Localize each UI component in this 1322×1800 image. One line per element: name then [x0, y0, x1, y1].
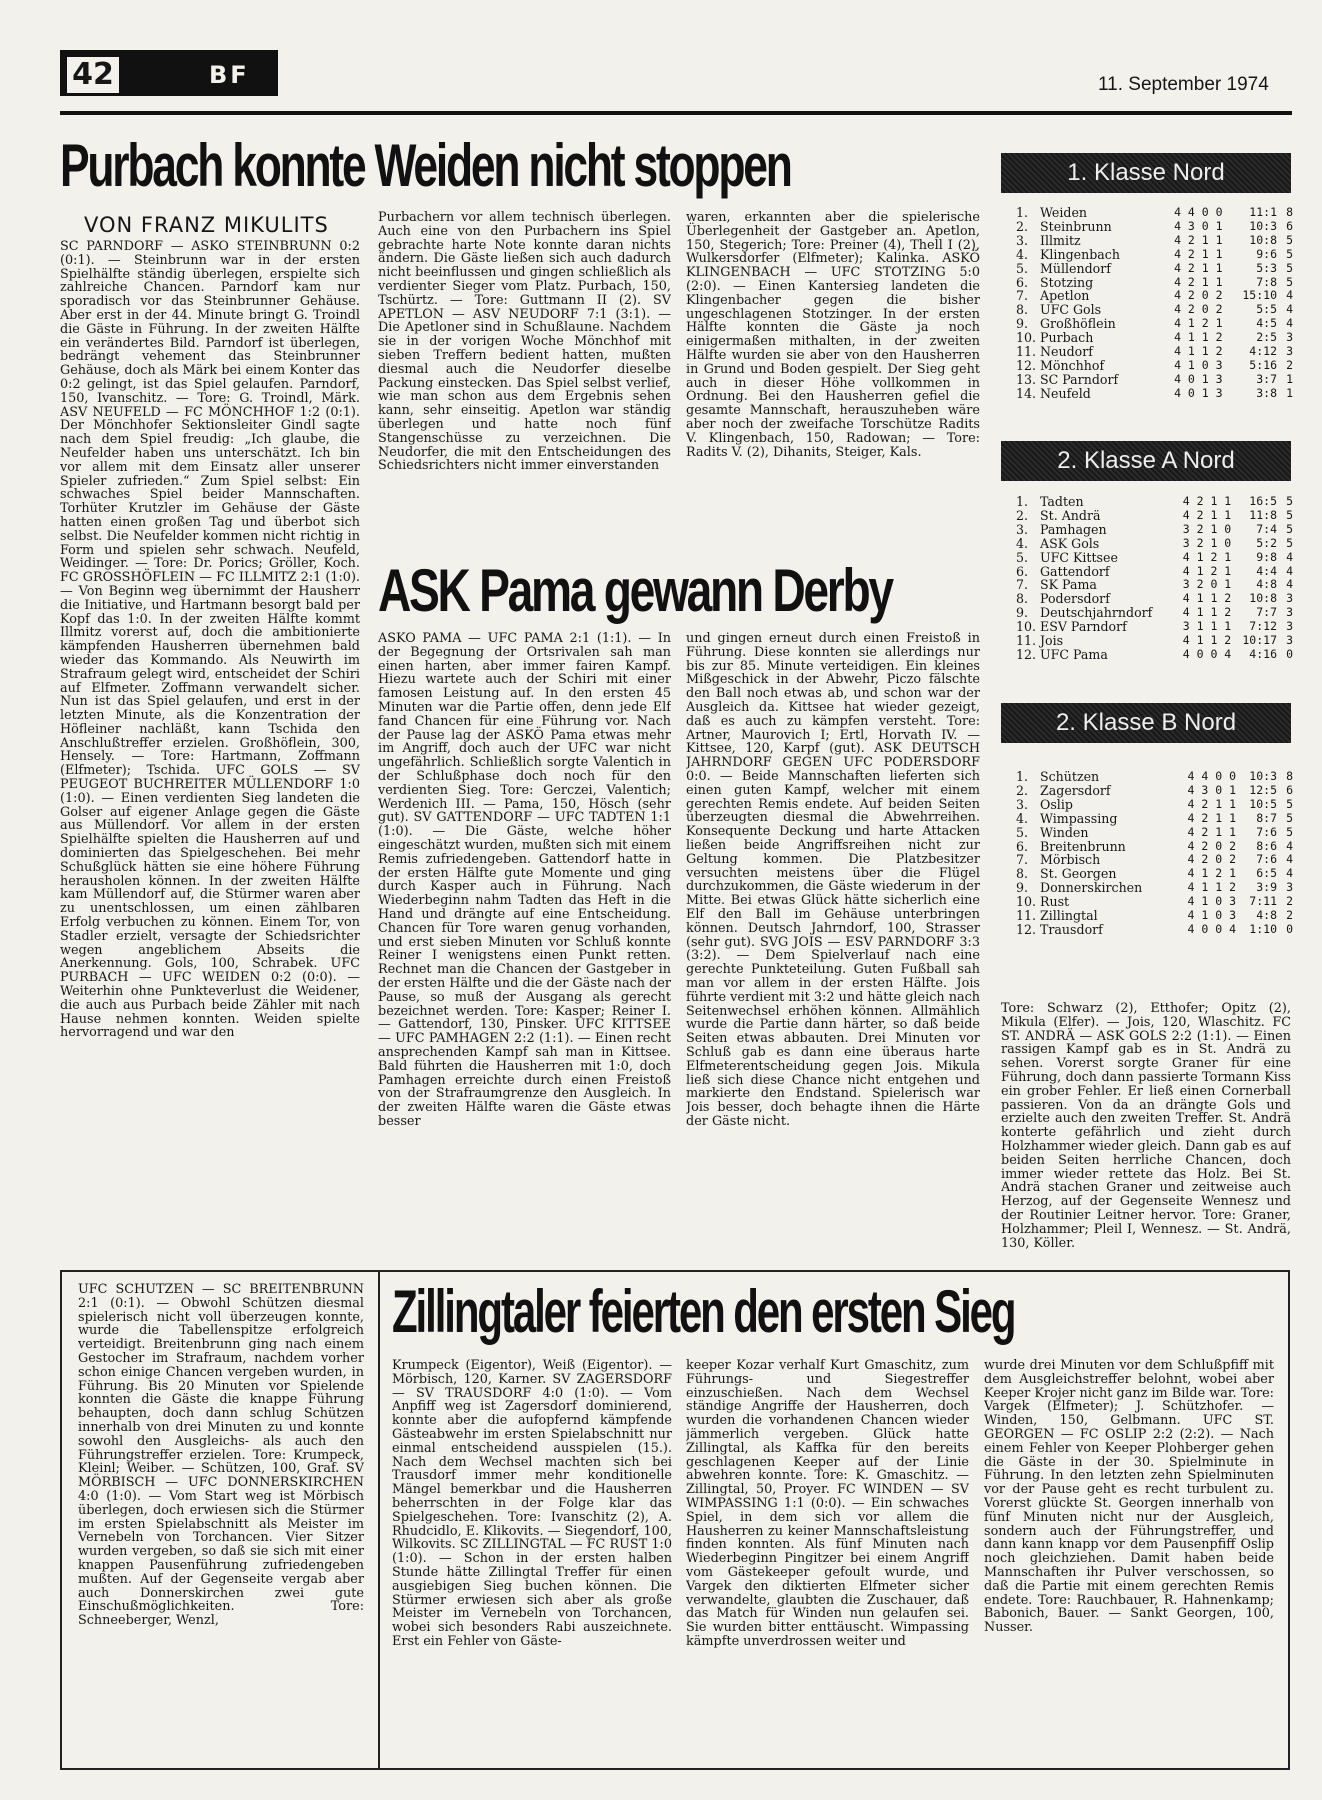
cell-goals: 16:5 — [1249, 494, 1277, 508]
cell-team: UFC Gols — [1040, 302, 1102, 318]
cell-points: 1 — [1286, 385, 1293, 400]
cell-record: 4 1 0 3 — [1174, 357, 1223, 372]
cell-rank: 4. — [1016, 535, 1029, 551]
cell-record: 4 1 2 1 — [1187, 866, 1236, 881]
cell-points: 4 — [1286, 302, 1293, 317]
table-row — [1016, 923, 1293, 937]
cell-team: Weiden — [1040, 205, 1088, 220]
table-row — [1016, 648, 1293, 662]
cell-points: 5 — [1286, 507, 1293, 522]
cell-goals: 4:8 — [1256, 577, 1277, 592]
cell-goals: 4:4 — [1256, 563, 1277, 578]
issue-date: 11. September 1974 — [1098, 74, 1269, 95]
cell-points: 0 — [1286, 921, 1293, 936]
table-row — [1016, 523, 1293, 537]
cell-record: 4 1 1 2 — [1174, 344, 1223, 359]
article2-col2: und gingen erneut durch einen Freistoß in Führung. Diese konnten sie allerdings nur bis zur 85. Minute verteidigen. Ein kleines Mißgeschick in der Abwehr, Piczo fälschte den Ball noch etwas ab, und schon war der Ausgleich da. Kittsee hat wieder gezeigt, daß es auch zu kämpfen versteht. Tore: Artner, Maurovich I; Ertl, Horvath IV. — Kittsee, 120, Karpf (gut). ASK DEUTSCH JAHRNDORF GEGEN UFC PODERSDORF 0:0. — Beide Mannschaften lieferten sich einen guten Kampf, welcher mit einem gerechten Remis endete. Auf beiden Seiten überzeugten diesmal die Abwehrreihen. Konsequente Deckung und harte Attacken ließen beide Angriffsreihen nicht zur Geltung kommen. Die Platzbesitzer versuchten meistens über die Flügel durchzukommen, die Gäste wiederum in der Mitte. Bei etwas Glück hätte sicherlich eine Elf den Ball im Gehäuse unterbringen können. Deutsch Jahrndorf, 100, Strasser (sehr gut). SVG JOIS — ESV PARNDORF 3:3 (3:2). — Dem Spielverlauf nach eine gerechte Punkteteilung. Guten Fußball sah man vor allem in der ersten Hälfte. Jois führte verdient mit 3:2 und hätte gleich nach Seitenwechsel erhöhen können. Allmählich wurde die Partie dann härter, so daß beide Seiten etwas abbauten. Drei Minuten vor Schluß gab es dann eine überaus harte Elfmeterentscheidung gegen Jois. Mikula ließ sich diese Chance nicht entgehen und markierte den Endstand. Spielerisch war Jois besser, doch behagte ihnen die Härte der Gäste nicht. — [686, 632, 980, 1129]
cell-goals: 11:8 — [1249, 507, 1277, 522]
table-title-2-klasse-a-nord: 2. Klasse A Nord — [1001, 441, 1291, 481]
cell-goals: 10:8 — [1249, 591, 1277, 606]
cell-record: 3 1 1 1 — [1182, 619, 1232, 634]
cell-team: Müllendorf — [1040, 260, 1111, 276]
cell-goals: 3:7 — [1256, 371, 1277, 386]
article3-col2: keeper Kozar verhalf Kurt Gmaschitz, zum Führungs- und Siegestreffer einzuschießen. Nach dem Wechsel ständige Angriffe der Hausherren, doch wurden die vorhandenen Chancen wieder jämmerlich vergeben. Glück hatte Zillingtal, als Kaffka für den bereits geschlagenen Keeper auf der Linie abwehren konnte. Tore: K. Gmaschitz. — Zillingtal, 50, Proyer. FC WINDEN — SV WIMPASSING 1:1 (0:0). — Ein schwaches Spiel, in dem sich vor allem die Hausherren zu keiner Mannschaftsleistung finden konnten. Als fünf Minuten nach Wiederbeginn Pingitzer bei einem Angriff vom Gästekeeper gefoult wurde, und Vargek den diktierten Elfmeter sicher verwandelte, glaubten die Zuschauer, daß das Match für Winden nun gelaufen sei. Sie wurden bitter enttäuscht. Wimpassing kämpfte unverdrossen weiter und — [686, 1359, 969, 1649]
table-row — [1016, 798, 1293, 812]
cell-rank: 1. — [1016, 494, 1029, 509]
cell-team: Oslip — [1040, 796, 1073, 812]
section-label: BF — [209, 61, 250, 89]
cell-record: 4 2 1 1 — [1182, 494, 1232, 508]
article3-side-col: UFC SCHÜTZEN — SC BREITENBRUNN 2:1 (0:1). — Obwohl Schützen diesmal spielerisch nicht voll überzeugen konnte, wurde die Tabellenspitze erfolgreich verteidigt. Breitenbrunn ging nach einem Gestocher im Strafraum, nachdem vorher schon einige Chancen vergeben wurden, in Führung. Bis 20 Minuten vor Spielende konnten die Gäste die knappe Führung behaupten, doch dann schlug Schützen innerhalb von drei Minuten zu und konnte sowohl den Ausgleichs- als auch den Führungstreffer erzielen. Tore: Krumpeck, Kleinl; Weiber. — Schützen, 100, Graf. SV MÖRBISCH — UFC DONNERSKIRCHEN 4:0 (1:0). — Vom Start weg ist Mörbisch überlegen, doch erwiesen sich die Stürmer im ersten Spielabschnitt als Meister im Vernebeln von Torchancen. Vier Sitzer wurden vergeben, so daß sie sich mit einer knappen Pausenführung zufriedengeben mußten. Auf der Gegenseite vergab aber auch Donnerskirchen zwei gute Einschußmöglichkeiten. Tore: Schneeberger, Wenzl, — [78, 1283, 364, 1629]
cell-rank: 12. — [1016, 646, 1037, 662]
table-row — [1016, 634, 1293, 648]
cell-points: 3 — [1286, 633, 1293, 648]
cell-record: 4 4 0 0 — [1187, 769, 1236, 783]
cell-points: 5 — [1286, 246, 1293, 261]
cell-rank: 5. — [1016, 260, 1029, 276]
cell-points: 4 — [1286, 549, 1293, 564]
cell-rank: 9. — [1016, 880, 1029, 896]
cell-record: 4 1 1 2 — [1182, 633, 1232, 648]
cell-record: 4 0 1 3 — [1174, 371, 1223, 386]
cell-record: 4 0 1 3 — [1174, 385, 1223, 400]
cell-rank: 13. — [1016, 371, 1037, 387]
cell-points: 5 — [1286, 535, 1293, 550]
cell-rank: 9. — [1016, 605, 1029, 621]
standings-table-2-klasse-a-nord — [1016, 495, 1293, 662]
cell-goals: 9:6 — [1256, 246, 1277, 261]
cell-rank: 11. — [1016, 908, 1037, 924]
standings-table-2-klasse-b-nord — [1016, 770, 1293, 937]
cell-points: 3 — [1286, 330, 1293, 345]
standings-table-1-klasse-nord — [1016, 206, 1293, 401]
cell-team: SC Parndorf — [1040, 371, 1119, 387]
cell-rank: 5. — [1016, 824, 1029, 840]
cell-rank: 2. — [1016, 218, 1029, 234]
cell-team: Illmitz — [1040, 232, 1081, 248]
cell-goals: 8:7 — [1256, 810, 1277, 825]
cell-goals: 7:6 — [1256, 824, 1277, 839]
cell-goals: 11:1 — [1249, 205, 1277, 219]
cell-points: 3 — [1286, 344, 1293, 359]
cell-rank: 7. — [1016, 852, 1029, 868]
cell-points: 4 — [1286, 838, 1293, 853]
cell-team: Trausdorf — [1040, 921, 1103, 937]
side-column-divider — [378, 1270, 380, 1770]
cell-goals: 7:12 — [1249, 619, 1277, 634]
cell-record: 4 2 0 2 — [1174, 302, 1223, 317]
cell-record: 4 1 2 1 — [1182, 549, 1232, 564]
cell-points: 4 — [1286, 316, 1293, 331]
cell-points: 4 — [1286, 866, 1293, 881]
cell-goals: 7:8 — [1256, 274, 1277, 289]
cell-team: Rust — [1040, 894, 1070, 910]
cell-record: 3 2 1 0 — [1182, 521, 1232, 536]
cell-team: Zillingtal — [1040, 908, 1098, 924]
cell-record: 4 2 1 1 — [1174, 274, 1223, 289]
cell-goals: 7:6 — [1256, 852, 1277, 867]
cell-rank: 8. — [1016, 302, 1029, 318]
cell-goals: 5:5 — [1256, 302, 1277, 317]
table-row — [1016, 592, 1293, 606]
page-number: 42 — [65, 55, 121, 95]
cell-goals: 10:3 — [1249, 769, 1277, 783]
cell-team: Deutschjahrndorf — [1040, 605, 1153, 621]
cell-points: 5 — [1286, 824, 1293, 839]
cell-rank: 10. — [1016, 894, 1037, 910]
cell-record: 4 2 1 1 — [1174, 232, 1223, 247]
cell-team: Apetlon — [1040, 288, 1090, 304]
table-row — [1016, 881, 1293, 895]
headline-purbach: Purbach konnte Weiden nicht stoppen — [60, 132, 791, 199]
cell-rank: 4. — [1016, 810, 1029, 826]
table-row — [1016, 262, 1293, 276]
cell-record: 4 2 1 1 — [1187, 796, 1236, 811]
cell-goals: 5:16 — [1249, 357, 1277, 372]
cell-team: Mörbisch — [1040, 852, 1101, 868]
cell-rank: 11. — [1016, 633, 1037, 649]
cell-record: 4 0 0 4 — [1187, 921, 1236, 936]
table-row — [1016, 220, 1293, 234]
cell-points: 3 — [1286, 605, 1293, 620]
cell-team: Steinbrunn — [1040, 218, 1112, 234]
cell-record: 4 2 0 2 — [1187, 852, 1236, 867]
cell-rank: 10. — [1016, 330, 1037, 346]
cell-rank: 3. — [1016, 232, 1029, 248]
table-row — [1016, 620, 1293, 634]
article1-col3: waren, erkannten aber die spielerische Überlegenheit der Gastgeber an. Apetlon, 150, Stegerich; Tore: Preiner (4), Thell I (2), Wulkersdorfer (Elfmeter); Kalinka. ASKÖ KLINGENBACH — UFC STOTZING 5:0 (2:0). — Einen Kantersieg landeten die Klingenbacher gegen die bisher ungeschlagenen Stotzinger. In der ersten Hälfte konnten die Gäste ja noch einigermaßen mithalten, in der zweiten Hälfte wurden sie aber von den Hausherren in Grund und Boden gespielt. Der Sieg geht auch in dieser Höhe vollkommen in Ordnung. Bei den Hausherren gefiel die gesamte Mannschaft, herauszuheben wäre aber noch der zweifache Torschütze Radits V. Klingenbach, 150, Radowan; — Tore: Radits V. (2), Dihanits, Steiger, Kals. — [686, 211, 980, 460]
table-row — [1016, 867, 1293, 881]
cell-team: Zagersdorf — [1040, 782, 1111, 798]
table-row — [1016, 289, 1293, 303]
cell-points: 5 — [1286, 810, 1293, 825]
table-row — [1016, 840, 1293, 854]
cell-goals: 2:5 — [1256, 330, 1277, 345]
cell-team: Neufeld — [1040, 385, 1091, 401]
cell-points: 8 — [1286, 205, 1293, 219]
headline-zillingtaler: Zillingtaler feierten den ersten Sieg — [392, 1278, 1015, 1345]
cell-goals: 7:4 — [1256, 521, 1277, 536]
page-header-box — [60, 50, 278, 96]
cell-record: 4 2 0 2 — [1174, 288, 1223, 303]
cell-rank: 10. — [1016, 619, 1037, 635]
table-row — [1016, 303, 1293, 317]
cell-goals: 7:11 — [1249, 894, 1277, 909]
cell-points: 5 — [1286, 260, 1293, 275]
cell-points: 6 — [1286, 782, 1293, 797]
cell-goals: 10:5 — [1249, 796, 1277, 811]
cell-rank: 3. — [1016, 796, 1029, 812]
cell-goals: 12:5 — [1249, 782, 1277, 797]
cell-points: 2 — [1286, 908, 1293, 923]
cell-team: Jois — [1040, 633, 1064, 649]
cell-team: Großhöflein — [1040, 316, 1116, 332]
cell-rank: 2. — [1016, 782, 1029, 798]
table-row — [1016, 812, 1293, 826]
cell-team: ESV Parndorf — [1040, 619, 1127, 635]
table-row — [1016, 826, 1293, 840]
cell-team: SK Pama — [1040, 577, 1097, 593]
cell-team: Gattendorf — [1040, 563, 1110, 579]
cell-goals: 3:9 — [1256, 880, 1277, 895]
header-rule — [60, 111, 1292, 115]
cell-rank: 4. — [1016, 246, 1029, 262]
cell-goals: 4:16 — [1249, 646, 1277, 661]
cell-record: 4 1 1 2 — [1182, 591, 1232, 606]
cell-goals: 4:12 — [1249, 344, 1277, 359]
cell-rank: 6. — [1016, 274, 1029, 290]
cell-points: 2 — [1286, 357, 1293, 372]
cell-team: UFC Pama — [1040, 646, 1108, 662]
cell-record: 4 3 0 1 — [1187, 782, 1236, 797]
cell-team: St. Andrä — [1040, 507, 1101, 523]
table-row — [1016, 509, 1293, 523]
table-row — [1016, 387, 1293, 401]
cell-team: Breitenbrunn — [1040, 838, 1126, 854]
cell-team: Wimpassing — [1040, 810, 1118, 826]
cell-points: 6 — [1286, 218, 1293, 233]
cell-goals: 4:5 — [1256, 316, 1277, 331]
cell-points: 4 — [1286, 577, 1293, 592]
cell-points: 4 — [1286, 563, 1293, 578]
table-row — [1016, 909, 1293, 923]
article3-col1: Krumpeck (Eigentor), Weiß (Eigentor). — Mörbisch, 120, Karner. SV ZAGERSDORF — SV TRAUSDORF 4:0 (1:0). — Vom Anpfiff weg ist Zagersdorf dominierend, konnte aber die aufopfernd kämpfende Gästeabwehr im ersten Spielabschnitt nur einmal entscheidend ausspielen (15.). Nach dem Wechsel machten sich bei Trausdorf immer mehr konditionelle Mängel bemerkbar und die Hausherren beherrschten in der Folge klar das Spielgeschehen. Tore: Ivanschitz (2), A. Rhudcidlo, E. Klikovits. — Siegendorf, 100, Wilkovits. SC ZILLINGTAL — FC RUST 1:0 (1:0). — Schon in der ersten halben Stunde hätte Zillingtal Treffer für einen ausgiebigen Sieg buchen können. Die Stürmer erwiesen sich aber als große Meister im Vernebeln von Torchancen, wobei sich besonders Rabi auszeichnete. Erst ein Fehler von Gäste- — [392, 1359, 672, 1649]
article2-col3: Tore: Schwarz (2), Etthofer; Opitz (2), Mikula (Elfer). — Jois, 120, Wlaschitz. FC ST. ANDRÄ — ASK GOLS 2:2 (1:1). — Einen rassigen Kampf gab es in St. Andrä zu sehen. Vorerst sorgte Graner für eine Führung, doch dann passierte Tormann Kiss ein grober Fehler. Er ließ einen Cornerball passieren. Von da an drängte Gols und erzielte auch den zweiten Treffer. St. Andrä konterte gefährlich und zieht durch Holzhammer wieder gleich. Dann gab es auf beiden Seiten herrliche Chancen, doch immer wieder rettete das Holz. Bei St. Andrä stachen Graner und zeitweise auch Herzog, auf der Gegenseite Wennesz und der Routinier Leitner hervor. Tore: Graner, Holzhammer; Pleil I, Wennesz. — St. Andrä, 130, Köller. — [1001, 1002, 1291, 1251]
cell-rank: 12. — [1016, 357, 1037, 373]
cell-rank: 8. — [1016, 866, 1029, 882]
cell-rank: 8. — [1016, 591, 1029, 607]
cell-points: 5 — [1286, 521, 1293, 536]
cell-rank: 11. — [1016, 344, 1037, 360]
table-row — [1016, 345, 1293, 359]
cell-rank: 6. — [1016, 563, 1029, 579]
cell-record: 4 1 0 3 — [1187, 894, 1236, 909]
byline: VON FRANZ MIKULITS — [84, 213, 329, 237]
cell-rank: 2. — [1016, 507, 1029, 523]
cell-points: 5 — [1286, 796, 1293, 811]
cell-record: 4 1 0 3 — [1187, 908, 1236, 923]
cell-record: 4 4 0 0 — [1174, 205, 1223, 219]
cell-record: 4 2 0 2 — [1187, 838, 1236, 853]
cell-goals: 3:8 — [1256, 385, 1277, 400]
cell-goals: 10:3 — [1249, 218, 1277, 233]
table-title-1-klasse-nord: 1. Klasse Nord — [1001, 153, 1291, 193]
table-row — [1016, 606, 1293, 620]
cell-rank: 1. — [1016, 769, 1029, 784]
table-row — [1016, 551, 1293, 565]
cell-team: Tadten — [1040, 494, 1084, 509]
cell-points: 4 — [1286, 852, 1293, 867]
cell-points: 5 — [1286, 274, 1293, 289]
table-row — [1016, 276, 1293, 290]
cell-record: 4 2 1 1 — [1187, 810, 1236, 825]
table-row — [1016, 248, 1293, 262]
cell-points: 4 — [1286, 288, 1293, 303]
cell-record: 4 2 1 1 — [1174, 260, 1223, 275]
table-row — [1016, 206, 1293, 220]
cell-rank: 12. — [1016, 921, 1037, 937]
cell-goals: 8:6 — [1256, 838, 1277, 853]
cell-goals: 1:10 — [1249, 921, 1277, 936]
cell-team: Klingenbach — [1040, 246, 1120, 262]
cell-goals: 5:2 — [1256, 535, 1277, 550]
cell-points: 3 — [1286, 880, 1293, 895]
cell-rank: 6. — [1016, 838, 1029, 854]
cell-points: 8 — [1286, 769, 1293, 783]
cell-record: 4 1 2 1 — [1182, 563, 1232, 578]
cell-points: 0 — [1286, 646, 1293, 661]
cell-team: Podersdorf — [1040, 591, 1110, 607]
article1-col1: SC PARNDORF — ASKÖ STEINBRUNN 0:2 (0:1). — Steinbrunn war in der ersten Spielhälfte ständig überlegen, erspielte sich zahlreiche Chancen. Parndorf kam nur sporadisch vor das Steinbrunner Gehäuse. Aber erst in der 44. Minute bringt G. Troindl die Gäste in Führung. In der zweiten Hälfte ein verändertes Bild. Parndorf ist überlegen, bedrängt vehement das Steinbrunner Gehäuse, doch als Märk bei einem Konter das 0:2 gelingt, ist das Spiel gelaufen. Parndorf, 150, Ivanschitz. — Tore: G. Troindl, Märk. ASV NEUFELD — FC MÖNCHHOF 1:2 (0:1). Der Mönchhofer Sektionsleiter Gindl sagte nach dem Spiel freudig: „Ich glaube, die Neufelder haben uns unterschätzt. Ich bin vor allem mit dem Einsatz aller unserer Spieler zufrieden.“ Zum Spiel selbst: Ein schwaches Spiel beider Mannschaften. Torhüter Krutzler im Gehäuse der Gäste hatten einen großen Tag und überbot sich selbst. Die Neufelder kommen nicht richtig in Form und spielen sehr schwach. Neufeld, Weidinger. — Tore: Dr. Porics; Gröller, Koch. FC GROSSHÖFLEIN — FC ILLMITZ 2:1 (1:0). — Von Beginn weg übernimmt der Hausherr die Initiative, und Hartmann besorgt bald per Kopf das 1:0. In der zweiten Hälfte kommt Illmitz vorerst auf, doch die ambitionierte kämpfenden Hausherren übernehmen bald wieder das Kommando. Als Neuwirth im Strafraum gelegt wird, entscheidet der Schiri auf Elfmeter. Zoffmann verwandelt sicher. Nun ist das Spiel gelaufen, und erst in der letzten Minute, als die Konzentration der Höfleiner nachläßt, kann Tschida den Anschlußtreffer erzielen. Großhöflein, 300, Hensely. — Tore: Hartmann, Zoffmann (Elfmeter); Tschida. UFC GOLS — SV PEUGEOT BUCHREITER MÜLLENDORF 1:0 (1:0). — Einen verdienten Sieg landeten die Golser auf eigener Anlage gegen die Gäste aus Müllendorf. Vor allem in der ersten Spielhälfte spielten die Hausherren auf und dominierten das Spielgeschehen. Bei mehr Schußglück hätten sie eine höhere Führung herausholen können. In der zweiten Hälfte kam Müllendorf auf, die Stürmer waren aber zu unentschlossen, um einen zählbaren Erfolg verbuchen zu können. Einem Tor, von Stadler erzielt, versagte der Schiedsrichter wegen angeblichem Abseits die Anerkennung. Gols, 100, Schrabek. UFC PURBACH — UFC WEIDEN 0:2 (0:0). — Weiterhin ohne Punkteverlust die Weidener, die auch aus Purbach beide Zähler mit nach Hause nehmen konnten. Weiden spielte hervorragend und war den — [60, 240, 360, 1041]
cell-team: Purbach — [1040, 330, 1094, 346]
cell-goals: 9:8 — [1256, 549, 1277, 564]
table-row — [1016, 234, 1293, 248]
cell-points: 2 — [1286, 894, 1293, 909]
cell-team: St. Georgen — [1040, 866, 1117, 882]
cell-record: 4 3 0 1 — [1174, 218, 1223, 233]
table-row — [1016, 853, 1293, 867]
cell-team: UFC Kittsee — [1040, 549, 1118, 565]
cell-goals: 15:10 — [1242, 288, 1277, 303]
cell-goals: 6:5 — [1256, 866, 1277, 881]
cell-points: 1 — [1286, 371, 1293, 386]
cell-record: 4 1 1 2 — [1182, 605, 1232, 620]
table-row — [1016, 495, 1293, 509]
cell-goals: 10:17 — [1242, 633, 1277, 648]
table-row — [1016, 565, 1293, 579]
table-row — [1016, 784, 1293, 798]
headline-pama-derby: ASK Pama gewann Derby — [378, 557, 892, 624]
cell-record: 4 1 1 2 — [1174, 330, 1223, 345]
cell-rank: 5. — [1016, 549, 1029, 565]
cell-goals: 10:8 — [1249, 232, 1277, 247]
table-row — [1016, 373, 1293, 387]
cell-team: Pamhagen — [1040, 521, 1107, 537]
cell-points: 3 — [1286, 591, 1293, 606]
cell-team: ASK Gols — [1040, 535, 1100, 551]
cell-record: 4 0 0 4 — [1182, 646, 1232, 661]
article3-col3: wurde drei Minuten vor dem Schlußpfiff mit dem Ausgleichstreffer belohnt, wobei aber Keeper Krojer nicht ganz im Bilde war. Tore: Vargek (Elfmeter); J. Schützhofer. — Winden, 150, Gelbmann. UFC ST. GEORGEN — FC OSLIP 2:2 (2:2). — Nach einem Fehler von Keeper Plohberger gehen die Gäste in der 30. Spielminute in Führung. In den letzten zehn Spielminuten vor der Pause geht es recht turbulent zu. Vorerst glückte St. Georgen innerhalb von fünf Minuten nicht nur der Ausgleich, sondern auch der Führungstreffer, und dann kann knapp vor dem Pausenpfiff Oslip noch gleichziehen. Damit haben beide Mannschaften ihr Pulver verschossen, so daß die Partie mit einem gerechten Remis endete. Tore: Rauchbauer, R. Hahnenkamp; Babonich, Bauer. — Sankt Georgen, 100, Nusser. — [984, 1359, 1274, 1636]
cell-record: 4 1 2 1 — [1174, 316, 1223, 331]
cell-record: 4 2 1 1 — [1182, 507, 1232, 522]
cell-points: 5 — [1286, 232, 1293, 247]
cell-points: 5 — [1286, 494, 1293, 508]
cell-rank: 7. — [1016, 288, 1029, 304]
table-title-2-klasse-b-nord: 2. Klasse B Nord — [1001, 703, 1291, 743]
table-row — [1016, 770, 1293, 784]
cell-record: 3 2 1 0 — [1182, 535, 1232, 550]
cell-team: Schützen — [1040, 769, 1100, 784]
cell-rank: 1. — [1016, 205, 1029, 220]
cell-goals: 4:8 — [1256, 908, 1277, 923]
table-row — [1016, 331, 1293, 345]
table-row — [1016, 537, 1293, 551]
article1-col2: Purbachern vor allem technisch überlegen. Auch eine von den Purbachern ins Spiel gebrachte harte Note konnte daran nichts ändern. Die Gäste ließen sich auch dadurch nicht beeinflussen und gingen schließlich als verdienter Sieger vom Platz. Purbach, 150, Tschürtz. — Tore: Guttmann II (2). SV APETLON — ASV NEUDORF 7:1 (3:1). — Die Apetloner sind in Schußlaune. Nachdem sie in der vorigen Woche Mönchhof mit sieben Treffern bedient hatten, mußten diesmal auch die Neudorfer dieselbe Packung einstecken. Das Spiel selbst verlief, wie man schon aus dem Ergebnis sehen kann, sehr einseitig. Apetlon war ständig überlegen und hatte noch fünf Stangenschüsse zu verzeichnen. Die Neudorfer, die mit den Entscheidungen des Schiedsrichters nicht immer einverstanden — [378, 211, 671, 474]
cell-rank: 3. — [1016, 521, 1029, 537]
table-row — [1016, 895, 1293, 909]
cell-team: Stotzing — [1040, 274, 1094, 290]
cell-record: 4 2 1 1 — [1174, 246, 1223, 261]
cell-team: Neudorf — [1040, 344, 1093, 360]
cell-rank: 7. — [1016, 577, 1029, 593]
cell-goals: 5:3 — [1256, 260, 1277, 275]
cell-points: 3 — [1286, 619, 1293, 634]
cell-record: 4 2 1 1 — [1187, 824, 1236, 839]
table-row — [1016, 359, 1293, 373]
cell-record: 3 2 0 1 — [1182, 577, 1232, 592]
cell-rank: 14. — [1016, 385, 1037, 401]
cell-record: 4 1 1 2 — [1187, 880, 1236, 895]
cell-rank: 9. — [1016, 316, 1029, 332]
article2-col1: ASKÖ PAMA — UFC PAMA 2:1 (1:1). — In der Begegnung der Ortsrivalen sah man einen harten, aber immer fairen Kampf. Hiezu wartete auch der Schiri mit einer famosen Leistung auf. In den ersten 45 Minuten war die Partie offen, denn jede Elf fand Chancen für eine Führung vor. Nach der Pause lag der ASKÖ Pama etwas mehr im Angriff, doch auch der UFC war nicht ungefährlich. Schließlich sorgte Valentich in der Schlußphase doch noch für den verdienten Sieg. Tore: Gerczei, Valentich; Werdenich III. — Pama, 150, Hösch (sehr gut). SV GATTENDORF — UFC TADTEN 1:1 (1:0). — Die Gäste, welche höher eingeschätzt wurden, mußten sich mit einem Remis zufriedengeben. Gattendorf hatte in der ersten Hälfte gute Momente und ging durch Kasper auch in Führung. Nach Wiederbeginn nahm Tadten das Heft in die Hand und drängte auf eine Entscheidung. Chancen für Tore waren genug vorhanden, und erst sieben Minuten vor Schluß konnte Reiner I wenigstens einen Punkt retten. Rechnet man die Chancen der Gastgeber in der ersten Hälfte und die der Gäste nach der Pause, so muß der Ausgang als gerecht bezeichnet werden. Tore: Kasper; Reiner I. — Gattendorf, 130, Pinsker. UFC KITTSEE — UFC PAMHAGEN 2:2 (1:1). — Einen recht ansprechenden Kampf sah man in Kittsee. Bald führten die Hausherren mit 1:0, doch Pamhagen erreichte durch einen Freistoß von der Strafraumgrenze den Ausgleich. In der zweiten Hälfte waren die Gäste etwas besser — [378, 632, 671, 1129]
cell-team: Donnerskirchen — [1040, 880, 1143, 896]
cell-team: Winden — [1040, 824, 1089, 840]
cell-goals: 7:7 — [1256, 605, 1277, 620]
table-row — [1016, 578, 1293, 592]
cell-team: Mönchhof — [1040, 357, 1105, 373]
table-row — [1016, 317, 1293, 331]
